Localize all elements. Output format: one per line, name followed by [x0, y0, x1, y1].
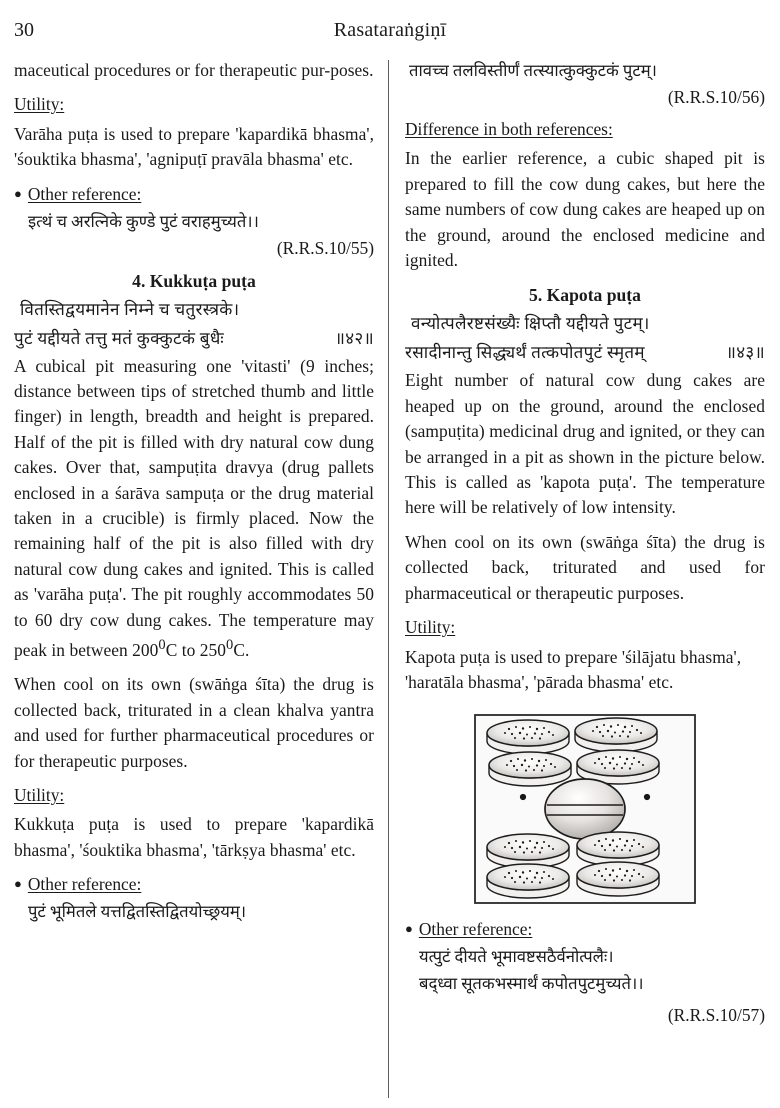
sanskrit-verse: इत्थं च अरत्निके कुण्डे पुटं वराहमुच्यते।।: [28, 211, 259, 231]
marker-dot-left: [520, 794, 526, 800]
main-paragraph-1-end: C.: [233, 639, 250, 660]
reference-citation-top: (R.R.S.10/56): [667, 87, 765, 107]
cow-dung-cake: [487, 864, 569, 898]
bullet-icon: ●: [14, 185, 22, 201]
section-title-kapota-puta: 5. Kapota puṭa: [529, 285, 641, 306]
difference-text: In the earlier reference, a cubic shaped pit is prepared to fill the cow dung cakes, but here the same numbers of cow dung cakes are heaped up on the ground, around the enclosed medicine and ignited.: [405, 148, 765, 271]
right-column: [389, 58, 765, 1102]
cow-dung-cake: [577, 832, 659, 866]
reference-citation: (R.R.S.10/55): [276, 237, 374, 258]
two-column-body: [14, 58, 766, 1102]
samputa-enclosure: [545, 779, 625, 839]
utility-heading: [405, 615, 765, 640]
page-number: 30: [14, 19, 34, 41]
book-title: Rasataraṅgiṇī: [333, 19, 447, 41]
other-reference-heading-1: [14, 182, 374, 208]
paragraph-continued: maceutical procedures or for therapeutic pur-poses.: [14, 60, 374, 80]
main-paragraph-2: When cool on its own (swāṅga śīta) the drug is collected back, triturated in a clean khalva yantra and used for further pharmaceutical procedures or for therapeutic purposes.: [14, 674, 374, 771]
main-paragraph-1-mid: C to 250: [165, 639, 226, 660]
difference-heading: [405, 117, 765, 142]
bullet-icon: ●: [405, 921, 413, 937]
other-reference-label: Other reference:: [27, 874, 142, 895]
bullet-icon: ●: [14, 876, 22, 892]
other-reference-label: Other reference:: [418, 919, 533, 940]
verse-line-2-text: रसादीनान्तु सिद्ध्यर्थं तत्कपोतपुटं स्मृतम्: [405, 343, 645, 363]
sanskrit-verse-top: तावच्च तलविस्तीर्णं तत्स्यात्कुक्कुटकं पुटम्।: [409, 61, 657, 80]
verse-line-2-number: ॥४३॥: [725, 343, 765, 363]
marker-dot-right: [644, 794, 650, 800]
utility-text-1: Varāha puṭa is used to prepare 'kapardikā bhasma', 'śouktika bhasma', 'agnipuṭī pravāla bhasma' etc.: [14, 123, 374, 170]
kapota-puta-illustration: [471, 711, 699, 907]
verse-line-1: वितस्तिद्वयमानेन निम्ने च चतुरस्त्रके।: [20, 299, 240, 319]
sanskrit-verse: पुटं भूमितले यत्तद्वितस्तिद्वितयोच्छ्रयम्।: [28, 902, 247, 922]
difference-label: Difference in both references:: [405, 119, 613, 139]
cow-dung-cake: [577, 862, 659, 896]
main-paragraph-1: Eight number of natural cow dung cakes are heaped up on the ground, around the enclosed (sampuṭita) medicinal drug and ignited, or they can be arranged in a pit as shown in the picture below. This is called as 'kapota puṭa'. The temperature here will be relatively of low intensity.: [405, 370, 765, 518]
main-paragraph-1-text: A cubical pit measuring one 'vitasti' (9 inches; distance between tips of stretched thumb and little finger) in length, breadth and height is prepared. Half of the pit is filled with dry natural cow dung cakes. Over that, sampuṭita dravya (drug pallets enclosed in a śarāva sampuṭa or the drug material taken in a crucible) is firmly placed. Now the remaining half of the pit is also filled with dry natural cow dung cakes and ignited. This is called as 'varāha puṭa'. The pit roughly accommodates 50 to 60 dry cow dung cakes. The temperature may peak in between 200: [14, 355, 374, 660]
utility-heading-1: [14, 92, 374, 117]
utility-label: Utility:: [14, 784, 65, 805]
reference-citation-bottom: (R.R.S.10/57): [667, 1005, 765, 1026]
page-header: [14, 18, 766, 48]
left-column: [14, 58, 388, 1102]
other-reference-label: Other reference:: [27, 183, 142, 204]
sanskrit-verse-2: बद्ध्वा सूतकभस्मार्थं कपोतपुटमुच्यते।।: [419, 974, 644, 994]
cow-dung-cake: [487, 720, 569, 754]
utility-label: Utility:: [405, 617, 456, 638]
utility-text-2: Kukkuṭa puṭa is used to prepare 'kapardikā bhasma', 'śouktika bhasma', 'tārkṣya bhasma' etc.: [14, 814, 374, 860]
verse-line-2: [405, 339, 765, 366]
other-reference-heading: [405, 917, 765, 943]
verse-line-1: वन्योत्पलैरष्टसंख्यैः क्षिप्तौ यद्दीयते पुटम्।: [411, 314, 650, 334]
cow-dung-cake: [575, 718, 657, 752]
section-title-kukkuta-puta: 4. Kukkuṭa puṭa: [132, 270, 256, 291]
main-paragraph-2: When cool on its own (swāṅga śīta) the drug is collected back, triturated and used for pharmaceutical or therapeutic purposes.: [405, 531, 765, 603]
verse-line-2: [14, 325, 374, 352]
utility-label: Utility:: [14, 94, 65, 115]
kapota-puta-figure: [405, 711, 765, 907]
degree-superscript-1: 0: [158, 637, 166, 654]
degree-superscript-2: 0: [226, 637, 234, 654]
other-reference-heading-2: [14, 872, 374, 898]
verse-line-2-number: ॥४२॥: [334, 328, 374, 348]
sanskrit-verse-1: यत्पुटं दीयते भूमावष्टसठैर्वनोत्पलैः।: [419, 947, 614, 967]
utility-heading-2: [14, 783, 374, 808]
cow-dung-cake: [489, 752, 571, 786]
cow-dung-cake: [487, 834, 569, 868]
verse-line-2-text: पुटं यद्दीयते तत्तु मतं कुक्कुटकं बुधैः: [14, 328, 225, 348]
main-paragraph-1: [14, 354, 374, 664]
utility-text: Kapota puṭa is used to prepare 'śilājatu bhasma', 'haratāla bhasma', 'pārada bhasma' etc.: [405, 646, 742, 692]
